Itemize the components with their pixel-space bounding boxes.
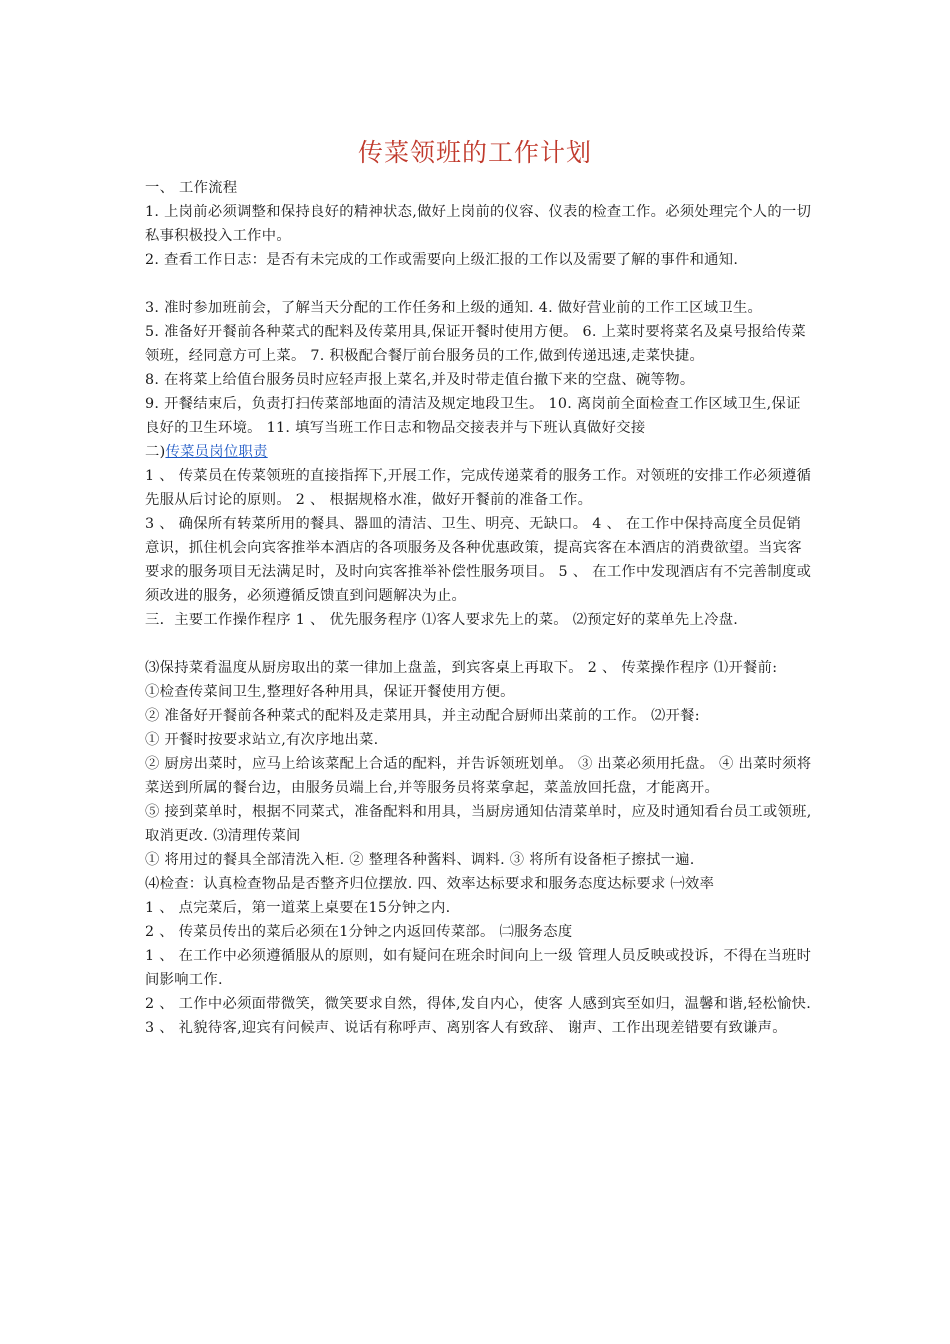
document-body (145, 176, 813, 1040)
document-title: 传菜领班的工作计划 (357, 138, 592, 167)
paragraph: ② 准备好开餐前各种菜式的配料及走菜用具，并主动配合厨师出菜前的工作。 ⑵开餐: (145, 708, 700, 724)
section-prefix: 二) (145, 444, 166, 460)
paragraph: 5. 准备好开餐前各种菜式的配料及传菜用具,保证开餐时使用方便。 6. 上菜时要将菜名及桌号报给传菜领班，经同意方可上菜。 7. 积极配合餐厅前台服务员的工作,做到传递迅速,走菜快捷。 (145, 324, 806, 364)
paragraph: 8. 在将菜上给值台服务员时应轻声报上菜名,并及时带走值台撤下来的空盘、碗等物。 (145, 372, 695, 388)
paragraph: 三．主要工作操作程序 1 、 优先服务程序 ⑴客人要求先上的菜。 ⑵预定好的菜单先上冷盘. (145, 612, 739, 628)
paragraph: ① 开餐时按要求站立,有次序地出菜. (145, 732, 379, 748)
paragraph: 9. 开餐结束后，负责打扫传菜部地面的清洁及规定地段卫生。 10. 离岗前全面检查工作区域卫生,保证良好的卫生环境。 11. 填写当班工作日志和物品交接表并与下班认真做好交接 (145, 396, 801, 436)
paragraph: 1. 上岗前必须调整和保持良好的精神状态,做好上岗前的仪容、仪表的检查工作。必须处理完个人的一切私事积极投入工作中。 (145, 204, 812, 244)
section-heading: 一、 工作流程 (145, 180, 238, 196)
paragraph: 3 、 礼貌待客,迎宾有问候声、说话有称呼声、离别客人有致辞、 谢声、工作出现差错要有致谦声。 (145, 1020, 787, 1036)
paragraph: ⑶保持菜肴温度从厨房取出的菜一律加上盘盖，到宾客桌上再取下。 2 、 传菜操作程序 ⑴开餐前: (145, 660, 778, 676)
paragraph: ① 将用过的餐具全部清洗入柜. ② 整理各种酱料、调料. ③ 将所有设备柜子擦拭一遍. (145, 852, 695, 868)
paragraph: 3 、 确保所有转菜所用的餐具、器皿的清洁、卫生、明亮、无缺口。 4 、 在工作中保持高度全员促销意识，抓住机会向宾客推举本酒店的各项服务及各种优惠政策，提高宾客在本酒店的消费欲望。当宾客要求的服务项目无法满足时，及时向宾客推举补偿性服务项目。 5 、 在工作中发现酒店有不完善制度或须改进的服务，必须遵循反馈直到问题解决为止。 (145, 516, 812, 604)
paragraph: 2 、 工作中必须面带微笑，微笑要求自然，得体,发自内心，使客 人感到宾至如归，温馨和谐,轻松愉快. (145, 996, 812, 1012)
paragraph: ② 厨房出菜时，应马上给该菜配上合适的配料，并告诉领班划单。 ③ 出菜必须用托盘。 ④ 出菜时须将菜送到所属的餐台边，由服务员端上台,并等服务员将菜拿起，菜盖放回托盘，才能离开。 (145, 756, 812, 796)
duties-link[interactable]: 传菜员岗位职责 (165, 444, 268, 460)
paragraph: 2 、 传菜员传出的菜后必须在1分钟之内返回传菜部。 ㈡服务态度 (145, 924, 573, 940)
paragraph: 1 、 传菜员在传菜领班的直接指挥下,开展工作，完成传递菜肴的服务工作。对领班的安排工作必须遵循先服从后讨论的原则。 2 、 根据规格水准，做好开餐前的准备工作。 (145, 468, 812, 508)
paragraph: 2. 查看工作日志：是否有未完成的工作或需要向上级汇报的工作以及需要了解的事件和通知. (145, 252, 739, 268)
paragraph: 1 、 点完菜后，第一道菜上桌要在15分钟之内. (145, 900, 451, 916)
section-heading (145, 440, 813, 464)
paragraph: ①检查传菜间卫生,整理好各种用具，保证开餐使用方便。 (145, 684, 515, 700)
paragraph: 3. 准时参加班前会，了解当天分配的工作任务和上级的通知. 4. 做好营业前的工作工区域卫生。 (145, 300, 763, 316)
paragraph: ⑷检查：认真检查物品是否整齐归位摆放. 四、效率达标要求和服务态度达标要求 ㈠效率 (145, 876, 715, 892)
paragraph: 1 、 在工作中必须遵循服从的原则，如有疑问在班余时间向上一级 管理人员反映或投诉，不得在当班时间影响工作. (145, 948, 812, 988)
paragraph: ⑤ 接到菜单时，根据不同菜式，准备配料和用具，当厨房通知估清菜单时，应及时通知看台员工或领班,取消更改. ⑶清理传菜间 (145, 804, 812, 844)
